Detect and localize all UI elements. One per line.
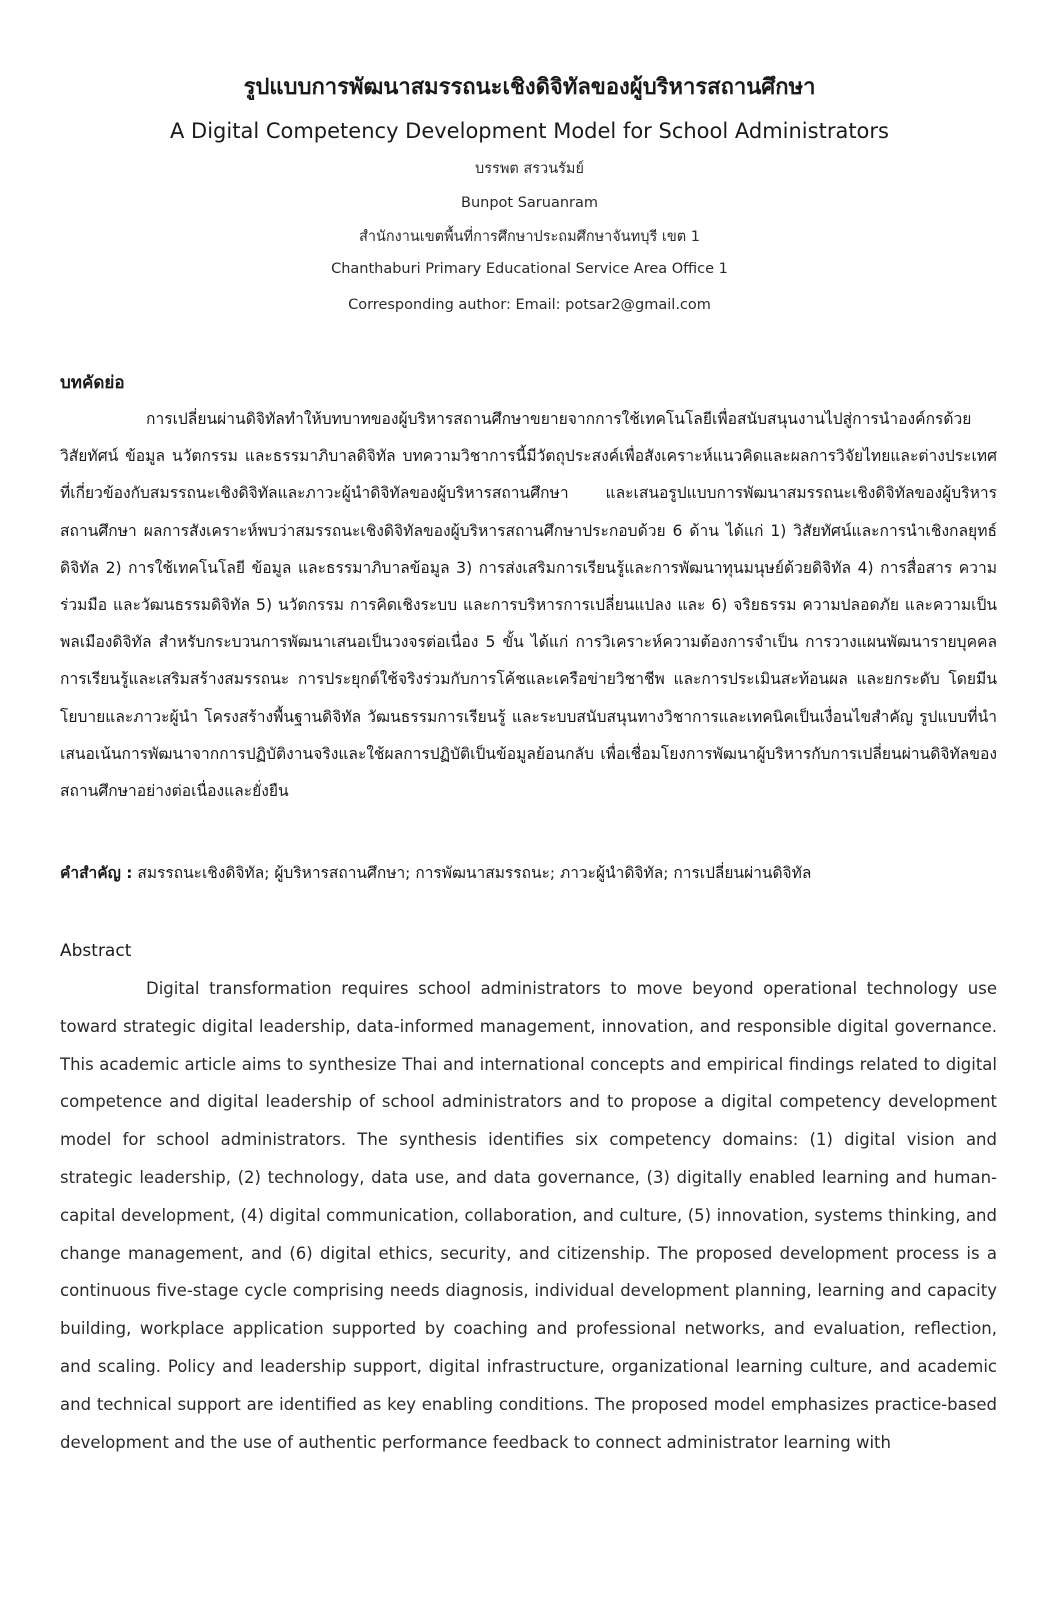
affiliation-english: Chanthaburi Primary Educational Service Area Office 1 [331,261,728,277]
abstract-heading-thai: บทคัดย่อ [60,373,125,393]
abstract-body-thai: การเปลี่ยนผ่านดิจิทัลทำให้บทบาทของผู้บริหารสถานศึกษาขยายจากการใช้เทคโนโลยีเพื่อสนับสนุนงานไปสู่การนำองค์กรด้วยวิสัยทัศน์ ข้อมูล นวัตกรรม และธรรมาภิบาลดิจิทัล บทความวิชาการนี้มีวัตถุประสงค์เพื่อสังเคราะห์แนวคิดและผลการวิจัยไทยและต่างประเทศที่เกี่ยวข้องกับสมรรถนะเชิงดิจิทัลและภาวะผู้นำดิจิทัลของผู้บริหารสถานศึกษา และเสนอรูปแบบการพัฒนาสมรรถนะเชิงดิจิทัลของผู้บริหารสถานศึกษา ผลการสังเคราะห์พบว่าสมรรถนะเชิงดิจิทัลของผู้บริหารสถานศึกษาประกอบด้วย 6 ด้าน ได้แก่ 1) วิสัยทัศน์และการนำเชิงกลยุทธ์ดิจิทัล 2) การใช้เทคโนโลยี ข้อมูล และธรรมาภิบาลข้อมูล 3) การส่งเสริมการเรียนรู้และการพัฒนาทุนมนุษย์ด้วยดิจิทัล 4) การสื่อสาร ความร่วมมือ และวัฒนธรรมดิจิทัล 5) นวัตกรรม การคิดเชิงระบบ และการบริหารการเปลี่ยนแปลง และ 6) จริยธรรม ความปลอดภัย และความเป็นพลเมืองดิจิทัล สำหรับกระบวนการพัฒนาเสนอเป็นวงจรต่อเนื่อง 5 ขั้น ได้แก่ การวิเคราะห์ความต้องการจำเป็น การวางแผนพัฒนารายบุคคล การเรียนรู้และเสริมสร้างสมรรถนะ การประยุกต์ใช้จริงร่วมกับการโค้ชและเครือข่ายวิชาชีพ และการประเมินสะท้อนผล และยกระดับ โดยมีนโยบายและภาวะผู้นำ โครงสร้างพื้นฐานดิจิทัล วัฒนธรรมการเรียนรู้ และระบบสนับสนุนทางวิชาการและเทคนิคเป็นเงื่อนไขสำคัญ รูปแบบที่นำเสนอเน้นการพัฒนาจากการปฏิบัติงานจริงและใช้ผลการปฏิบัติเป็นข้อมูลย้อนกลับ เพื่อเชื่อมโยงการพัฒนาผู้บริหารกับการเปลี่ยนผ่านดิจิทัลของสถานศึกษาอย่างต่อเนื่องและยั่งยืน [60,410,997,801]
author-name-english: Bunpot Saruanram [461,195,598,211]
keywords-text: สมรรถนะเชิงดิจิทัล; ผู้บริหารสถานศึกษา; การพัฒนาสมรรถนะ; ภาวะผู้นำดิจิทัล; การเปลี่ยนผ่านดิจิทัล [137,864,812,882]
abstract-body-english: Digital transformation requires school administrators to move beyond operational technology use toward strategic digital leadership, data-informed management, innovation, and responsible digital governance. This academic article aims to synthesize Thai and international concepts and empirical findings related to digital competence and digital leadership of school administrators and to propose a digital competency development model for school administrators. The synthesis identifies six competency domains: (1) digital vision and strategic leadership, (2) technology, data use, and data governance, (3) digitally enabled learning and human-capital development, (4) digital communication, collaboration, and culture, (5) innovation, systems thinking, and change management, and (6) digital ethics, security, and citizenship. The proposed development process is a continuous five-stage cycle comprising needs diagnosis, individual development planning, learning and capacity building, workplace application supported by coaching and professional networks, and evaluation, reflection, and scaling. Policy and leadership support, digital infrastructure, organizational learning culture, and academic and technical support are identified as key enabling conditions. The proposed model emphasizes practice-based development and the use of authentic performance feedback to connect administrator learning with [60,979,997,1452]
paper-title-thai: รูปแบบการพัฒนาสมรรถนะเชิงดิจิทัลของผู้บริหารสถานศึกษา [243,75,816,100]
abstract-heading-english: Abstract [60,941,132,961]
paper-title-english: A Digital Competency Development Model for School Administrators [170,119,889,143]
author-name-thai: บรรพต สรวนรัมย์ [475,161,584,177]
keywords-label: คำสำคัญ : [60,864,133,882]
affiliation-thai: สำนักงานเขตพื้นที่การศึกษาประถมศึกษาจันทบุรี เขต 1 [358,229,700,245]
corresponding-author: Corresponding author: Email: potsar2@gmail.com [348,297,711,313]
keywords-thai [60,858,1000,888]
